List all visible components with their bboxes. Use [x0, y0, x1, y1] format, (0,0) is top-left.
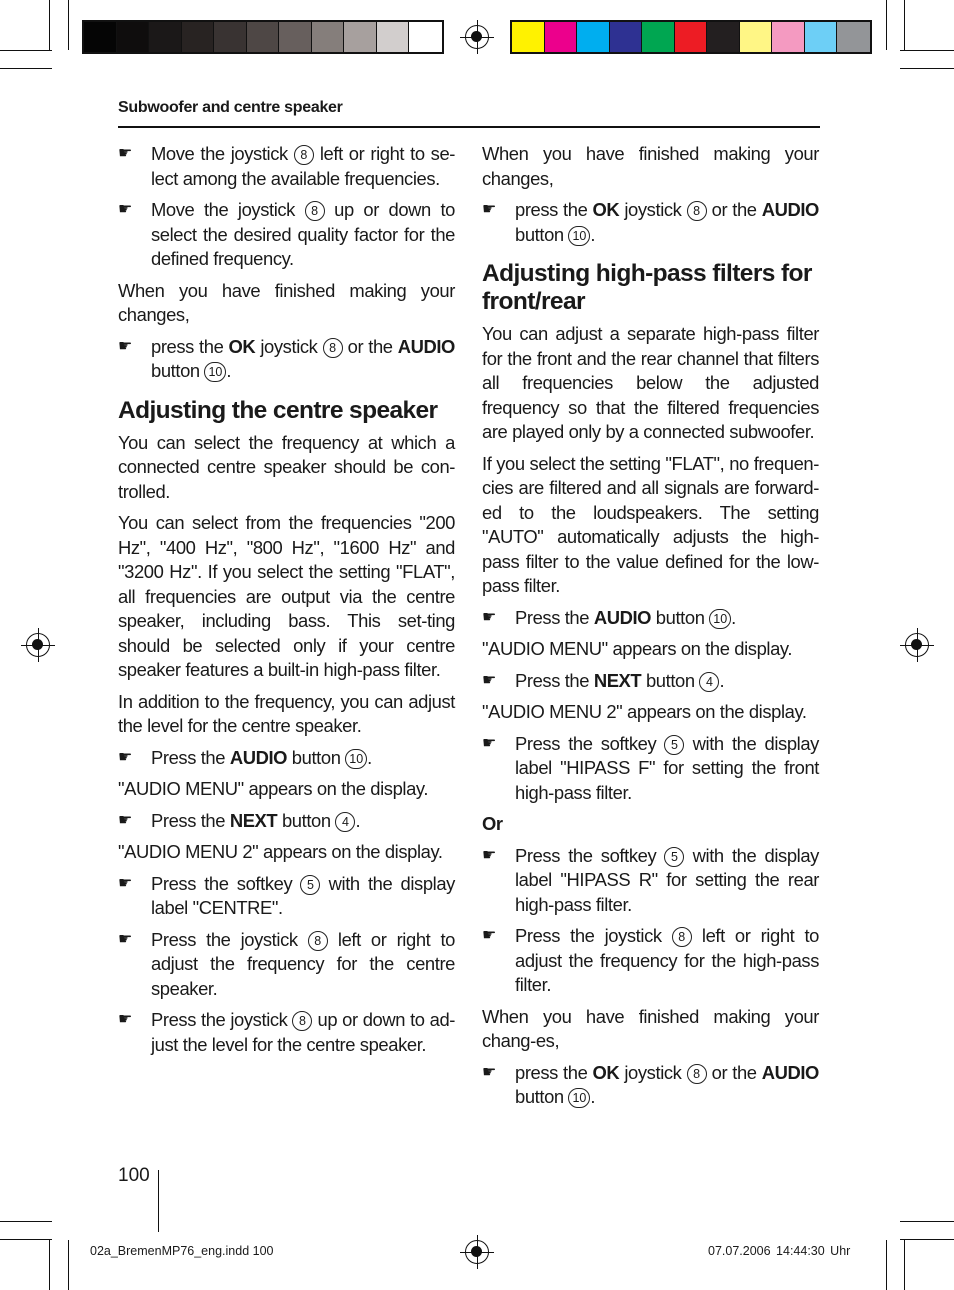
registration-mark-top: [465, 25, 489, 49]
crop-mark-bottom-right-h: [900, 1221, 954, 1222]
crop-mark-top-left-v: [49, 0, 50, 50]
pointing-hand-icon: ☛: [118, 1011, 132, 1028]
joystick-number-badge: 8: [672, 927, 692, 947]
gray-swatch: [409, 22, 442, 52]
pointing-hand-icon: ☛: [482, 927, 496, 944]
slug-file-name: 02a_BremenMP76_eng.indd 100: [90, 1244, 274, 1258]
color-swatch: [772, 22, 805, 52]
running-head: Subwoofer and centre speaker: [118, 99, 343, 116]
gray-calibration-bar: [82, 20, 444, 54]
pointing-hand-icon: ☛: [482, 846, 496, 864]
paragraph-audio-menu-2: "AUDIO MENU 2" appears on the display.: [118, 841, 443, 862]
or-label: Or: [482, 813, 503, 834]
softkey-number-badge: 5: [664, 735, 684, 755]
pointing-hand-icon: ☛: [118, 930, 132, 948]
gray-swatch: [279, 22, 312, 52]
step-confirm-final: ☛ press the OK joystick 8 or the AUDIO button 10 .: [482, 1061, 819, 1107]
gray-swatch: [84, 22, 117, 52]
color-swatch: [740, 22, 773, 52]
step-select-frequency: ☛ Move the joystick 8 left or right to se-lect among the available frequencies.: [118, 143, 456, 189]
crop-mark-top-right-v2: [904, 0, 905, 50]
color-swatch: [675, 22, 708, 52]
section-heading-high-pass: Adjusting high-pass filters for front/rear: [482, 260, 812, 315]
pointing-hand-icon: ☛: [482, 1063, 496, 1081]
color-swatch: [610, 22, 643, 52]
crop-mark-top-left-h: [0, 68, 52, 69]
step-confirm: ☛ press the OK joystick 8 or the AUDIO button 10 .: [482, 199, 819, 245]
paragraph-centre-intro: You can select the frequency at which a connected centre speaker should be con-trolled.: [118, 431, 455, 502]
pointing-hand-icon: ☛: [118, 201, 132, 218]
softkey-number-badge: 5: [300, 875, 320, 895]
paragraph-centre-level: In addition to the frequency, you can adjust the level for the centre speaker.: [118, 690, 455, 736]
softkey-number-badge: 5: [664, 847, 684, 867]
pointing-hand-icon: ☛: [118, 811, 132, 829]
step-press-next: ☛ Press the NEXT button 4 .: [118, 809, 361, 831]
pointing-hand-icon: ☛: [118, 874, 132, 892]
gray-swatch: [117, 22, 150, 52]
registration-mark-left: [26, 633, 50, 657]
step-press-next: ☛ Press the NEXT button 4 .: [482, 669, 725, 691]
color-swatch: [512, 22, 545, 52]
step-softkey-hipass-front: ☛ Press the softkey 5 with the display label "HIPASS F" for setting the front high-pass filter.: [482, 732, 819, 803]
audio-number-badge: 10: [568, 1088, 590, 1108]
pointing-hand-icon: ☛: [482, 734, 496, 752]
crop-mark-bottom-left-h2: [0, 1239, 52, 1240]
step-adjust-high-pass: ☛ Press the joystick 8 left or right to adjust the frequency for the high-pass filter.: [482, 925, 819, 995]
joystick-number-badge: 8: [308, 931, 328, 951]
step-confirm: ☛ press the OK joystick 8 or the AUDIO button 10 .: [118, 335, 455, 381]
registration-mark-bottom: [465, 1240, 489, 1264]
color-calibration-bar: [510, 20, 872, 54]
crop-mark-bottom-left-v: [49, 1240, 50, 1290]
registration-mark-right: [905, 633, 929, 657]
crop-mark-bottom-left-h: [0, 1221, 52, 1222]
crop-mark-bottom-right-v2: [904, 1240, 905, 1290]
audio-number-badge: 10: [204, 362, 226, 382]
crop-mark-bottom-left-v2: [68, 1240, 69, 1290]
step-press-audio: ☛ Press the AUDIO button 10 .: [118, 746, 372, 768]
gray-swatch: [247, 22, 280, 52]
paragraph-high-pass-intro: You can adjust a separate high-pass filter for the front and the rear channel that filters all frequencies below the adjusted frequency so that the filtered frequencies are played only by a connected subwoofer.: [482, 323, 819, 442]
next-number-badge: 4: [699, 672, 719, 692]
gray-swatch: [214, 22, 247, 52]
color-swatch: [577, 22, 610, 52]
joystick-number-badge: 8: [323, 338, 343, 358]
pointing-hand-icon: ☛: [482, 671, 496, 689]
left-column: [118, 142, 455, 1064]
paragraph-high-pass-flat: If you select the setting "FLAT", no frequen-cies are filtered and all signals are forward-ed to the loudspeakers. The setting "AUTO" automatically adjusts the high-pass filter to the value defined for the low-pass filter.: [482, 452, 819, 596]
joystick-number-badge: 8: [292, 1011, 312, 1031]
pointing-hand-icon: ☛: [118, 748, 132, 766]
audio-number-badge: 10: [568, 226, 590, 246]
next-number-badge: 4: [335, 812, 355, 832]
color-swatch: [707, 22, 740, 52]
crop-mark-top-right-h: [900, 68, 954, 69]
paragraph-audio-menu-2: "AUDIO MENU 2" appears on the display.: [482, 701, 807, 722]
gray-swatch: [377, 22, 410, 52]
joystick-number-badge: 8: [294, 145, 314, 165]
slug-timestamp: 07.07.2006 14:44:30 Uhr: [708, 1244, 851, 1258]
paragraph-finished: When you have finished making your changes,: [118, 279, 455, 325]
header-rule: [118, 126, 820, 128]
page-number-rule: [158, 1170, 159, 1232]
paragraph-finished-changes: When you have finished making your chang-es,: [482, 1005, 819, 1051]
gray-swatch: [149, 22, 182, 52]
crop-mark-bottom-right-v: [886, 1240, 887, 1290]
joystick-number-badge: 8: [305, 201, 325, 221]
crop-mark-bottom-right-h2: [900, 1239, 954, 1240]
gray-swatch: [182, 22, 215, 52]
joystick-number-badge: 8: [687, 1064, 707, 1084]
crop-mark-top-right-v: [886, 0, 887, 50]
pointing-hand-icon: ☛: [482, 201, 496, 218]
section-heading-centre-speaker: Adjusting the centre speaker: [118, 396, 438, 424]
step-press-audio: ☛ Press the AUDIO button 10 .: [482, 606, 736, 628]
page-number: 100: [118, 1165, 150, 1186]
color-swatch: [642, 22, 675, 52]
paragraph-finished: When you have finished making your changes,: [482, 143, 819, 189]
crop-mark-top-left-h2: [0, 50, 52, 51]
paragraph-audio-menu: "AUDIO MENU" appears on the display.: [482, 638, 793, 659]
gray-swatch: [344, 22, 377, 52]
right-column: [482, 142, 819, 1117]
pointing-hand-icon: ☛: [482, 608, 496, 626]
crop-mark-top-left-v2: [68, 0, 69, 50]
step-softkey-hipass-rear: ☛ Press the softkey 5 with the display label "HIPASS R" for setting the rear high-pass filter.: [482, 844, 819, 915]
pointing-hand-icon: ☛: [118, 337, 132, 355]
color-swatch: [837, 22, 870, 52]
joystick-number-badge: 8: [687, 201, 707, 221]
audio-number-badge: 10: [709, 609, 731, 629]
audio-number-badge: 10: [345, 749, 367, 769]
color-swatch: [545, 22, 578, 52]
pointing-hand-icon: ☛: [118, 145, 132, 162]
step-softkey-centre: ☛ Press the softkey 5 with the display label "CENTRE".: [118, 872, 455, 918]
step-adjust-frequency: ☛ Press the joystick 8 left or right to adjust the frequency for the centre speaker.: [118, 928, 455, 999]
crop-mark-top-right-h2: [900, 50, 954, 51]
color-swatch: [805, 22, 838, 52]
paragraph-audio-menu: "AUDIO MENU" appears on the display.: [118, 778, 429, 799]
step-select-quality: ☛ Move the joystick 8 up or down to select the desired quality factor for the defined frequency.: [118, 199, 455, 269]
gray-swatch: [312, 22, 345, 52]
step-adjust-level: ☛ Press the joystick 8 up or down to ad-just the level for the centre speaker.: [118, 1009, 455, 1055]
paragraph-centre-frequencies: You can select from the frequencies "200 Hz", "400 Hz", "800 Hz", "1600 Hz" and "3200 Hz". If you select the setting "FLAT", all frequencies are output via the centre speaker, including bass. This set-ting should be selected only if your centre speaker features a built-in high-pass filter.: [118, 512, 455, 680]
